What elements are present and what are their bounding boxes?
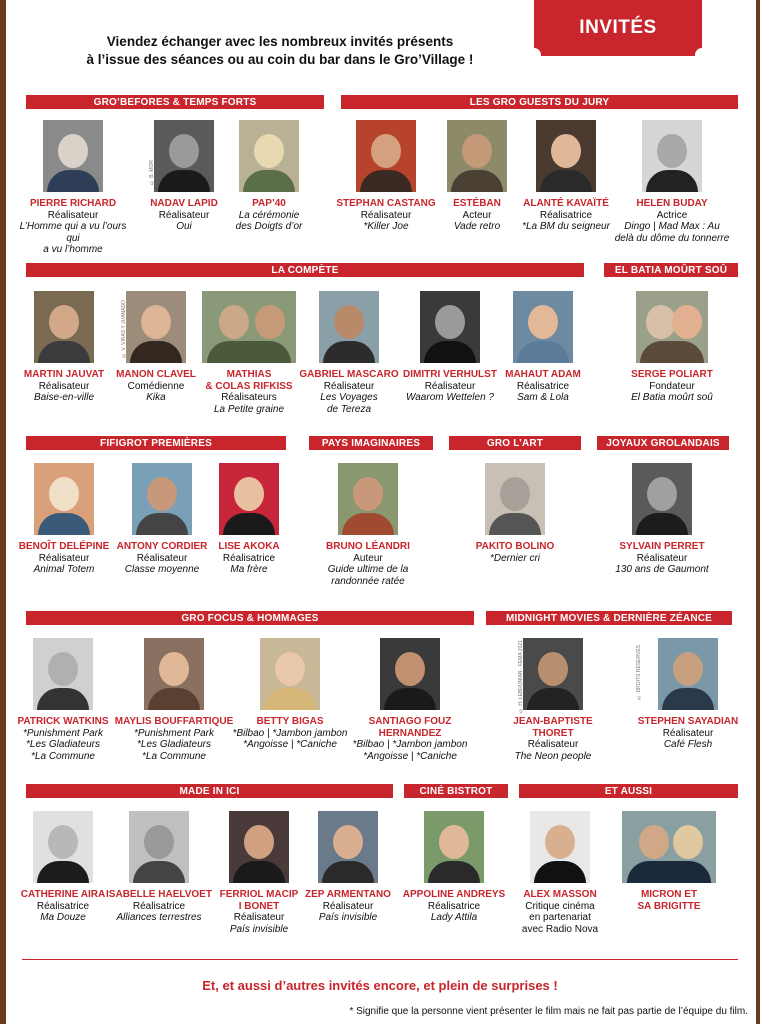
guest-lise-akoka	[189, 463, 309, 576]
guest-role: Actrice	[656, 209, 688, 221]
guest-film: Vade retro	[453, 221, 501, 232]
guest-film: País invisible	[318, 912, 378, 923]
guest-photo	[338, 463, 398, 535]
guest-photo	[536, 120, 596, 192]
guest-film: de Tereza	[326, 403, 372, 415]
guest-name: HELEN BUDAY	[636, 198, 708, 209]
guest-role: Réalisatrice	[516, 380, 570, 392]
guest-film: L’Homme qui a vu l’ours qui	[19, 221, 127, 244]
section-aussi: ET AUSSI	[519, 784, 738, 798]
guest-photo	[636, 291, 708, 363]
guest-role: La cérémonie	[238, 209, 300, 221]
guest-photo	[219, 463, 279, 535]
guest-photo	[129, 811, 189, 883]
section-grobefores: GRO’BEFORES & TEMPS FORTS	[26, 95, 324, 109]
guest-film: Lady Attila	[430, 912, 478, 923]
guest-name: BETTY BIGAS	[256, 716, 324, 727]
guest-bruno-leandri	[308, 463, 428, 587]
guest-photo	[642, 120, 702, 192]
guest-name: MARTIN JAUVAT	[23, 369, 105, 380]
invites-badge	[534, 0, 702, 56]
guest-name: I BONET	[238, 900, 280, 912]
guest-role: Réalisateur	[424, 380, 476, 392]
guest-name: SYLVAIN PERRET	[619, 541, 705, 552]
guest-film: *Killer Joe	[363, 221, 409, 232]
guest-zep-armentano	[288, 811, 408, 924]
guest-photo	[239, 120, 299, 192]
guest-film: Alliances terrestres	[116, 912, 202, 923]
guest-photo	[33, 811, 93, 883]
guest-film: Kika	[146, 392, 166, 403]
guest-film: *Les Gladiateurs	[26, 739, 100, 750]
guest-name: DIMITRI VERHULST	[403, 369, 497, 380]
section-compete: LA COMPÈTE	[26, 263, 584, 277]
guest-role: Réalisateur	[47, 209, 99, 221]
guest-film: Sam & Lola	[517, 392, 569, 403]
guest-name: SA BRIGITTE	[637, 900, 701, 912]
guest-photo	[132, 463, 192, 535]
guest-film: Dingo | Mad Max : Au	[624, 221, 720, 232]
guest-film: Classe moyenne	[124, 564, 200, 575]
guest-name: MAYLIS BOUFFARTIQUE	[114, 716, 234, 727]
guest-stephen-sayadian	[628, 638, 748, 751]
badge-label: INVITÉS	[579, 17, 657, 38]
section-bistrot: CINÉ BISTROT	[404, 784, 508, 798]
guest-name: SANTIAGO FOUZ	[368, 716, 452, 727]
guest-name: MAHAUT ADAM	[505, 369, 581, 380]
guest-role: Réalisateur	[233, 912, 285, 923]
guest-name: NADAV LAPID	[150, 198, 218, 209]
section-joyaux: JOYAUX GROLANDAIS	[597, 436, 729, 450]
guest-role: Réalisateur	[662, 727, 714, 739]
guest-film: *Dernier cri	[489, 552, 540, 564]
guest-photo	[424, 811, 484, 883]
guest-name: HERNANDEZ	[378, 727, 442, 739]
section-focus: GRO FOCUS & HOMMAGES	[26, 611, 474, 625]
guest-photo	[43, 120, 103, 192]
guest-photo	[154, 120, 214, 192]
guest-name: ANTONY CORDIER	[116, 541, 208, 552]
guest-photo	[356, 120, 416, 192]
guest-role: Réalisateur	[636, 552, 688, 564]
guest-film: Baise-en-ville	[33, 392, 95, 403]
guest-role: Réalisateurs	[221, 392, 277, 403]
guest-name: MANON CLAVEL	[116, 369, 196, 380]
right-border	[756, 0, 760, 1024]
guest-photo	[523, 638, 583, 710]
guest-film: Ma frère	[230, 564, 268, 575]
guest-role: Réalisateur	[136, 552, 188, 564]
guest-name: SERGE POLIART	[631, 369, 713, 380]
guest-role: en partenariat	[529, 912, 591, 923]
guest-santiago-fouz-hernandez	[350, 638, 470, 762]
guest-film: *La Commune	[142, 750, 206, 762]
guest-film: *Bilbao | *Jambon jambon	[232, 727, 348, 739]
guest-film: randonnée ratée	[331, 575, 405, 587]
guest-micron-et-sa-brigitte	[609, 811, 729, 912]
guest-name: LISE AKOKA	[218, 541, 280, 552]
guest-name: ZEP ARMENTANO	[305, 889, 391, 900]
guest-name: CATHERINE AIRA	[20, 889, 106, 900]
guest-film: des Doigts d’or	[235, 221, 303, 232]
guest-role: Réalisatrice	[427, 900, 481, 912]
guest-film: a vu l’homme	[43, 244, 103, 255]
guest-name: APPOLINE ANDREYS	[402, 889, 506, 900]
guest-film: delà du dôme du tonnerre	[614, 232, 730, 244]
guest-film: Ma Douze	[40, 912, 86, 923]
guest-photo	[513, 291, 573, 363]
guest-name: PAKITO BOLINO	[475, 541, 555, 552]
guest-name: MICRON ET	[640, 889, 698, 900]
guest-film: País invisible	[229, 923, 289, 935]
guest-role: Réalisateur	[322, 900, 374, 912]
intro-line-1: Viendez échanger avec les nombreux invités présents	[106, 34, 454, 49]
guest-photo	[658, 638, 718, 710]
guest-name: ALANTÉ KAVAÏTÉ	[523, 198, 609, 209]
guest-photo	[229, 811, 289, 883]
section-jury: LES GRO GUESTS DU JURY	[341, 95, 738, 109]
guest-film: *Les Gladiateurs	[137, 739, 211, 750]
guest-role: Réalisateur	[38, 380, 90, 392]
guest-photo	[318, 811, 378, 883]
guest-photo	[33, 638, 93, 710]
guest-role: Auteur	[353, 552, 383, 564]
guest-role: Fondateur	[649, 380, 695, 392]
guest-film: *La BM du seigneur	[522, 221, 610, 232]
guest-role: Réalisatrice	[132, 900, 186, 912]
guest-film: *Bilbao | *Jambon jambon	[352, 739, 468, 750]
guest-serge-poliart	[612, 291, 732, 404]
guest-photo	[144, 638, 204, 710]
guest-role: Réalisateur	[527, 739, 579, 750]
guest-film: Oui	[176, 221, 192, 232]
guest-role: Comédienne	[127, 380, 185, 392]
guest-film: Café Flesh	[663, 739, 713, 750]
guest-role: Réalisateur	[158, 209, 210, 221]
footer-divider	[22, 959, 738, 960]
guest-film: *La Commune	[31, 750, 95, 762]
guest-name: MATHIAS	[226, 369, 272, 380]
guest-film: La Petite graine	[213, 403, 285, 415]
guest-photo	[126, 291, 186, 363]
guest-name: FERRIOL MACIP	[219, 889, 299, 900]
photo-credit: © H. LEBRUNIAN - FEMA 2021	[518, 640, 524, 713]
guest-role: avec Radio Nova	[521, 923, 599, 935]
guest-photo	[622, 811, 716, 883]
guest-film: El Batia moûrt soû	[631, 392, 713, 403]
guest-name: GABRIEL MASCARO	[299, 369, 399, 380]
guest-name: & COLAS RIFKISS	[205, 380, 293, 392]
guest-film: Les Voyages	[320, 392, 378, 403]
guest-pap40	[209, 120, 329, 233]
guest-photo	[319, 291, 379, 363]
guest-film: Guide ultime de la	[327, 564, 409, 575]
guest-role: Critique cinéma	[525, 900, 595, 912]
guest-appoline-andreys	[394, 811, 514, 924]
guest-name: BENOÎT DELÉPINE	[18, 541, 110, 552]
guest-name: STEPHEN SAYADIAN	[637, 716, 739, 727]
footnote: * Signifie que la personne vient présenter le film mais ne fait pas partie de l’équipe du film.	[349, 1006, 748, 1017]
guest-photo	[530, 811, 590, 883]
intro-text	[20, 33, 540, 69]
guest-photo	[447, 120, 507, 192]
guest-name: ESTÉBAN	[453, 198, 501, 209]
section-madeinici: MADE IN ICI	[26, 784, 393, 798]
section-midnight: MIDNIGHT MOVIES & DERNIÈRE ZÉANCE	[486, 611, 732, 625]
guest-name: BRUNO LÉANDRI	[326, 541, 410, 552]
guest-photo	[260, 638, 320, 710]
guest-alex-masson	[500, 811, 620, 935]
section-batia: EL BATIA MOÛRT SOÛ	[604, 263, 738, 277]
guest-maylis-bouffartique	[114, 638, 234, 762]
guest-helen-buday	[612, 120, 732, 244]
guest-film: *Angoisse | *Caniche	[363, 750, 457, 762]
guest-role: Réalisatrice	[36, 900, 90, 912]
guest-film: Animal Totem	[33, 564, 95, 575]
section-art: GRO L’ART	[449, 436, 581, 450]
guest-role: Réalisateur	[323, 380, 375, 392]
guest-patrick-watkins	[3, 638, 123, 762]
guest-film: *Angoisse | *Caniche	[243, 739, 337, 750]
closing-text: Et, et aussi d’autres invités encore, et plein de surprises !	[202, 978, 558, 993]
guest-name: PATRICK WATKINS	[17, 716, 109, 727]
guest-role: Acteur	[462, 209, 492, 221]
photo-credit: © V. VIRAS Y JUANADO	[121, 300, 127, 358]
guest-alante-kavaite	[506, 120, 626, 233]
photo-credit: © DROITS RÉSERVÉS	[636, 645, 642, 700]
guest-film: Waarom Wettelen ?	[405, 392, 494, 403]
ticket-notch-right	[695, 48, 709, 62]
guest-photo	[420, 291, 480, 363]
guest-photo	[380, 638, 440, 710]
guest-pakito-bolino	[455, 463, 575, 564]
guest-film: *Punishment Park	[22, 727, 104, 739]
guest-betty-bigas	[230, 638, 350, 751]
guest-name: PAP’40	[252, 198, 286, 209]
guest-role: Réalisateur	[360, 209, 412, 221]
guest-name: PIERRE RICHARD	[29, 198, 117, 209]
guest-name: JEAN-BAPTISTE THORET	[513, 716, 593, 739]
guest-photo	[34, 291, 94, 363]
guest-film: *Punishment Park	[133, 727, 215, 739]
guest-role: Réalisateur	[38, 552, 90, 564]
guest-mahaut-adam	[483, 291, 603, 404]
guest-film: 130 ans de Gaumont	[615, 564, 709, 575]
guest-photo	[485, 463, 545, 535]
guest-role: Réalisatrice	[539, 209, 593, 221]
guest-photo	[632, 463, 692, 535]
guest-role: Réalisatrice	[222, 552, 276, 564]
guest-pierre-richard	[13, 120, 133, 256]
guest-name: STEPHAN CASTANG	[336, 198, 436, 209]
section-pays: PAYS IMAGINAIRES	[309, 436, 433, 450]
guest-jean-baptiste-thoret	[493, 638, 613, 762]
section-fifigrot: FIFIGROT PREMIÈRES	[26, 436, 286, 450]
photo-credit: © B. MOR	[149, 160, 155, 186]
guest-photo	[34, 463, 94, 535]
guest-film: The Neon people	[514, 750, 592, 762]
guest-name: ISABELLE HAELVOET	[106, 889, 212, 900]
guest-photo	[202, 291, 296, 363]
guest-sylvain-perret	[602, 463, 722, 576]
intro-line-2: à l’issue des séances ou au coin du bar dans le Gro’Village !	[86, 52, 474, 67]
guest-name: ALEX MASSON	[523, 889, 597, 900]
